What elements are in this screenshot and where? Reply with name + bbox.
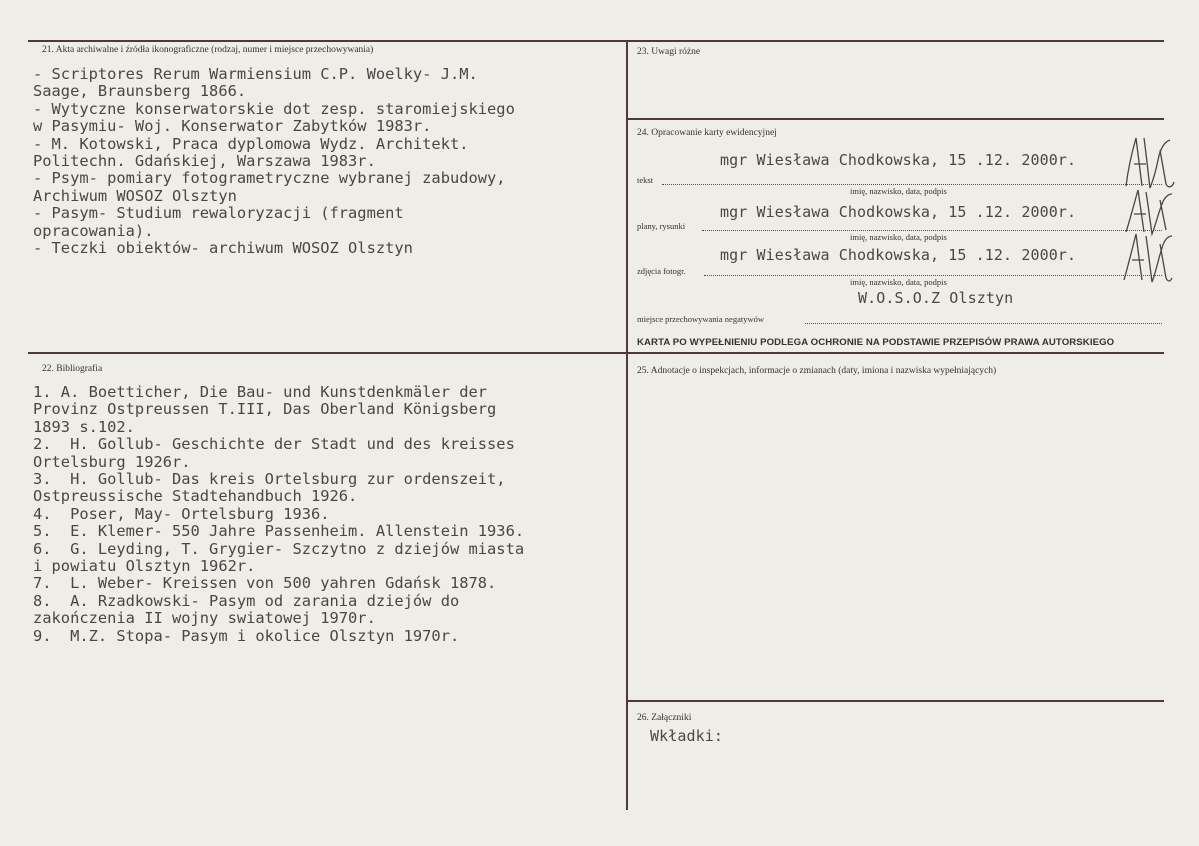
archive-line: - Wytyczne konserwatorskie dot zesp. staromiejskiego bbox=[33, 99, 515, 118]
photos-label: zdjęcia fotogr. bbox=[637, 266, 686, 276]
plans-dotted-line bbox=[702, 230, 1162, 231]
archive-line: Politechn. Gdańskiej, Warszawa 1983r. bbox=[33, 152, 376, 171]
copyright-notice: KARTA PO WYPEŁNIENIU PODLEGA OCHRONIE NA PODSTAWIE PRZEPISÓW PRAWA AUTORSKIEGO bbox=[637, 337, 1115, 348]
bibliography-line: 6. G. Leyding, T. Grygier- Szczytno z dziejów miasta bbox=[33, 539, 525, 558]
archive-line: - Psym- pomiary fotogrametryczne wybranej zabudowy, bbox=[33, 169, 506, 188]
section-22-content bbox=[33, 384, 524, 645]
archive-line: Archiwum WOSOZ Olsztyn bbox=[33, 186, 237, 205]
section-26-heading: 26. Załączniki bbox=[637, 713, 692, 723]
text-caption: imię, nazwisko, data, podpis bbox=[850, 186, 947, 196]
center-divider bbox=[626, 40, 628, 810]
bibliography-line: 5. E. Klemer- 550 Jahre Passenheim. Allenstein 1936. bbox=[33, 522, 525, 541]
archive-line: - Pasym- Studium rewaloryzacji (fragment bbox=[33, 204, 404, 223]
photos-author-value: mgr Wiesława Chodkowska, 15 .12. 2000r. bbox=[720, 246, 1077, 264]
bibliography-line: Ostpreussische Stadtehandbuch 1926. bbox=[33, 487, 358, 506]
signature-mark bbox=[1120, 130, 1176, 194]
bibliography-line: Provinz Ostpreussen T.III, Das Oberland Königsberg bbox=[33, 400, 497, 419]
bibliography-line: 2. H. Gollub- Geschichte der Stadt und des kreisses bbox=[33, 435, 515, 454]
text-label: tekst bbox=[637, 175, 654, 185]
photos-caption: imię, nazwisko, data, podpis bbox=[850, 277, 947, 287]
section-22-heading: 22. Bibliografia bbox=[42, 364, 103, 374]
text-dotted-line bbox=[662, 184, 1162, 185]
archive-line: opracowania). bbox=[33, 221, 154, 240]
archive-line: - Teczki obiektów- archiwum WOSOZ Olsztyn bbox=[33, 239, 413, 258]
bibliography-line: 4. Poser, May- Ortelsburg 1936. bbox=[33, 504, 330, 523]
plans-label: plany, rysunki bbox=[637, 221, 686, 231]
bibliography-line: 1. A. Boetticher, Die Bau- und Kunstdenkmäler der bbox=[33, 383, 488, 401]
bibliography-line: 8. A. Rzadkowski- Pasym od zarania dziejów do bbox=[33, 591, 460, 610]
section-23-heading: 23. Uwagi różne bbox=[637, 47, 701, 57]
bibliography-line: 7. L. Weber- Kreissen von 500 yahren Gdańsk 1878. bbox=[33, 574, 497, 593]
bibliography-line: 3. H. Gollub- Das kreis Ortelsburg zur ordenszeit, bbox=[33, 470, 506, 489]
signature-mark bbox=[1120, 228, 1174, 286]
archive-line: - M. Kotowski, Praca dyplomowa Wydz. Architekt. bbox=[33, 134, 469, 153]
archive-line: Saage, Braunsberg 1866. bbox=[33, 82, 247, 101]
right-divider-23-24 bbox=[626, 118, 1164, 120]
section-21-heading: 21. Akta archiwalne i źródła ikonograficzne (rodzaj, numer i miejsce przechowywania) bbox=[42, 45, 374, 55]
attachments-value: Wkładki: bbox=[650, 727, 724, 745]
section-25-heading: 25. Adnotacje o inspekcjach, informacje o zmianach (daty, imiona i nazwiska wypełniających) bbox=[637, 366, 997, 376]
bibliography-line: zakończenia II wojny swiatowej 1970r. bbox=[33, 609, 376, 628]
archive-line: w Pasymiu- Woj. Konserwator Zabytków 1983r. bbox=[33, 117, 432, 136]
top-border bbox=[28, 40, 1164, 42]
section-21-content bbox=[33, 66, 515, 257]
middle-border bbox=[28, 352, 1164, 354]
bibliography-line: i powiatu Olsztyn 1962r. bbox=[33, 557, 256, 576]
plans-caption: imię, nazwisko, data, podpis bbox=[850, 232, 947, 242]
negatives-dotted-line bbox=[805, 323, 1162, 324]
negatives-label: miejsce przechowywania negatywów bbox=[637, 314, 764, 324]
text-author-value: mgr Wiesława Chodkowska, 15 .12. 2000r. bbox=[720, 151, 1077, 169]
plans-author-value: mgr Wiesława Chodkowska, 15 .12. 2000r. bbox=[720, 203, 1077, 221]
bibliography-line: 9. M.Z. Stopa- Pasym i okolice Olsztyn 1970r. bbox=[33, 626, 460, 645]
section-24-heading: 24. Opracowanie karty ewidencyjnej bbox=[637, 128, 777, 138]
archive-line: - Scriptores Rerum Warmiensium C.P. Woelky- J.M. bbox=[33, 65, 478, 83]
bibliography-line: 1893 s.102. bbox=[33, 417, 135, 436]
right-divider-25-26 bbox=[626, 700, 1164, 702]
bibliography-line: Ortelsburg 1926r. bbox=[33, 452, 191, 471]
negatives-location-value: W.O.S.O.Z Olsztyn bbox=[858, 289, 1014, 307]
photos-dotted-line bbox=[704, 275, 1162, 276]
